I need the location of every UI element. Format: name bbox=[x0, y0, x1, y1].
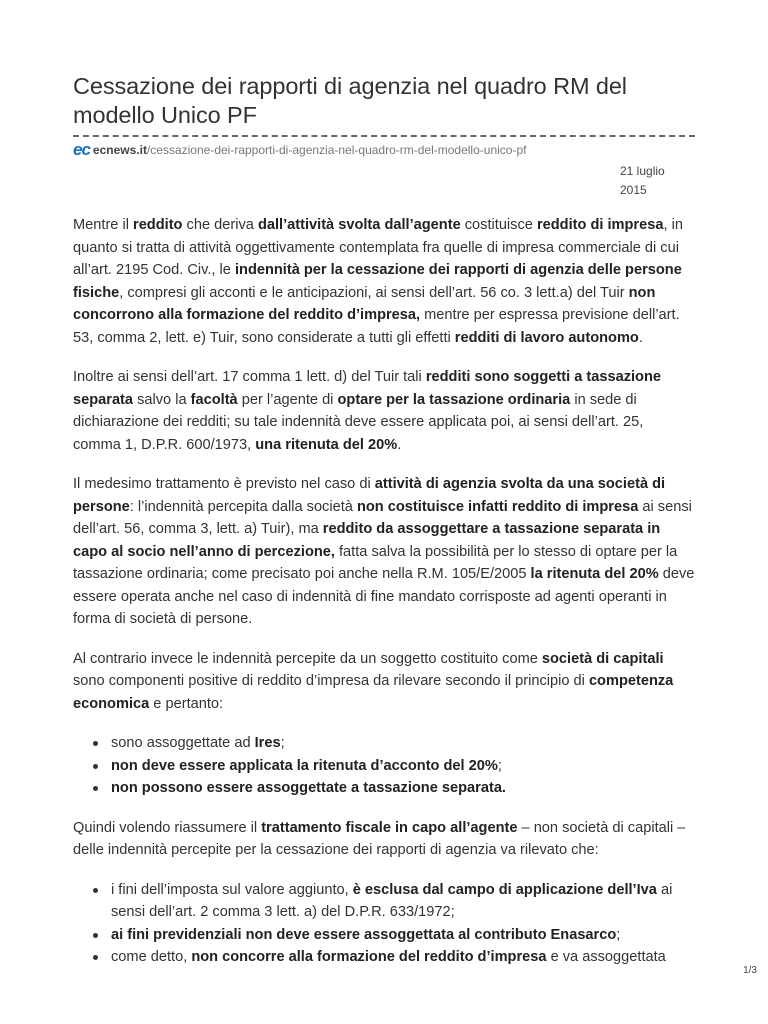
title-divider bbox=[73, 135, 695, 137]
date-year: 2015 bbox=[620, 183, 647, 197]
text-run: per l’agente di bbox=[237, 391, 338, 408]
bold-text: non possono essere assoggettate a tassazione separata. bbox=[111, 780, 506, 796]
paragraph-1 bbox=[73, 214, 695, 349]
text-run: che deriva bbox=[182, 217, 258, 233]
text-run: ; bbox=[616, 926, 621, 943]
page-number: 1/3 bbox=[743, 965, 757, 976]
bold-text: indennità per la cessazione dei rapporti di agenzia delle persone fisiche bbox=[73, 262, 682, 301]
text-run: e pertanto: bbox=[149, 695, 224, 712]
publication-date bbox=[620, 162, 700, 200]
paragraph-5 bbox=[73, 817, 695, 862]
bold-text: trattamento fiscale in capo all’agente bbox=[261, 819, 518, 836]
text-run: mentre per espressa previsione dell’art. 53, comma 2, lett. e) Tuir, sono considerate a tutti gli effetti bbox=[73, 307, 680, 346]
text-run: come detto, bbox=[111, 949, 192, 965]
capital-company-list bbox=[73, 732, 695, 800]
bold-text: reddito di impresa bbox=[536, 217, 664, 233]
text-run: sono componenti positive di reddito d’impresa da rilevare secondo il principio di bbox=[73, 673, 589, 689]
bold-text: ai fini previdenziali non deve essere assoggettata al contributo Enasarco bbox=[111, 926, 617, 943]
paragraph-3 bbox=[73, 473, 695, 631]
bold-text: una ritenuta del 20% bbox=[255, 436, 398, 453]
bold-text: società di capitali bbox=[541, 650, 664, 667]
source-domain: ecnews.it bbox=[92, 143, 147, 157]
text-run: ai sensi dell’art. 56, comma 3, lett. a) Tuir), ma bbox=[73, 498, 692, 537]
text-run: i fini dell’imposta sul valore aggiunto, bbox=[111, 881, 353, 898]
text-run: deve essere operata anche nel caso di indennità di fine mandato corrisposte ad agenti operanti in forma di società di persone. bbox=[73, 566, 695, 627]
text-run: Al contrario invece le indennità percepite da un soggetto costituito come bbox=[73, 650, 542, 667]
text-run: costituisce bbox=[460, 217, 537, 233]
bold-text: non concorrono alla formazione del reddito d’impresa, bbox=[73, 284, 656, 323]
bold-text: dall’attività svolta dall’agente bbox=[257, 217, 461, 233]
list-item bbox=[111, 924, 695, 947]
text-run: . bbox=[638, 329, 643, 346]
article bbox=[73, 72, 695, 965]
bold-text: non costituisce infatti reddito di impresa bbox=[356, 498, 639, 515]
bold-text: attività di agenzia svolta da una società di persone bbox=[73, 476, 666, 515]
bold-text: la ritenuta del 20% bbox=[530, 566, 659, 582]
list-item bbox=[111, 777, 695, 800]
text-run: – non società di capitali – delle indennità percepite per la cessazione dei rapporti di agenzia va rilevato che: bbox=[73, 819, 686, 858]
text-run: . bbox=[397, 436, 402, 453]
text-run: Il medesimo trattamento è previsto nel caso di bbox=[73, 476, 375, 492]
text-run: fatta salva la possibilità per lo stesso di optare per la tassazione ordinaria; come precisato poi anche nella R.M. 105/E/2005 bbox=[73, 543, 678, 582]
text-run: ; bbox=[280, 735, 285, 751]
bold-text: è esclusa dal campo di applicazione dell’Iva bbox=[352, 881, 657, 898]
bold-text: reddito bbox=[133, 217, 183, 233]
bold-text: Ires bbox=[254, 735, 281, 751]
ecnews-logo-icon: ec bbox=[73, 140, 90, 159]
text-run: Quindi volendo riassumere il bbox=[73, 819, 262, 836]
list-item bbox=[111, 732, 695, 755]
bold-text: reddito da assoggettare a tassazione separata in capo al socio nell’anno di percezione, bbox=[73, 521, 661, 560]
bold-text: non concorre alla formazione del reddito d’impresa bbox=[191, 949, 547, 965]
text-run: : l’indennità percepita dalla società bbox=[129, 498, 357, 515]
text-run: sono assoggettate ad bbox=[111, 735, 255, 751]
text-run: Inoltre ai sensi dell’art. 17 comma 1 lett. d) del Tuir tali bbox=[73, 369, 426, 385]
list-item bbox=[111, 755, 695, 778]
source-path: /cessazione-dei-rapporti-di-agenzia-nel-quadro-rm-del-modello-unico-pf bbox=[146, 143, 527, 157]
text-run: in sede di dichiarazione dei redditi; su tale indennità deve essere applicata poi, ai sensi dell’art. 25, comma 1, D.P.R. 600/1973, bbox=[73, 391, 644, 453]
text-run: , in quanto si tratta di attività oggettivamente contemplata fra quelle di impresa commerciale di cui all’art. 2195 Cod. Civ., le bbox=[73, 217, 683, 278]
text-run: salvo la bbox=[133, 391, 191, 408]
text-run: , compresi gli acconti e le anticipazioni, ai sensi dell’art. 56 co. 3 lett.a) del Tuir bbox=[119, 284, 629, 301]
list-item bbox=[111, 946, 695, 969]
text-run: e va assoggettata bbox=[546, 949, 666, 965]
bold-text: facoltà bbox=[190, 391, 238, 408]
bold-text: redditi sono soggetti a tassazione separata bbox=[73, 369, 662, 408]
paragraph-4 bbox=[73, 648, 695, 716]
page-title: Cessazione dei rapporti di agenzia nel quadro RM del modello Unico PF bbox=[73, 73, 627, 128]
article-body bbox=[73, 214, 695, 986]
text-run: Mentre il bbox=[73, 217, 134, 233]
list-item bbox=[111, 879, 695, 924]
date-day-month: 21 luglio bbox=[620, 164, 665, 178]
agent-treatment-list bbox=[73, 879, 695, 969]
paragraph-2 bbox=[73, 366, 695, 456]
source-line bbox=[73, 142, 695, 158]
bold-text: redditi di lavoro autonomo bbox=[454, 329, 639, 346]
text-run: ai sensi dell’art. 2 comma 3 lett. a) del D.P.R. 633/1972; bbox=[111, 881, 673, 920]
bold-text: optare per la tassazione ordinaria bbox=[337, 391, 571, 408]
source-link[interactable] bbox=[93, 143, 527, 157]
bold-text: competenza economica bbox=[73, 673, 674, 712]
text-run: ; bbox=[497, 757, 502, 774]
bold-text: non deve essere applicata la ritenuta d’acconto del 20% bbox=[111, 757, 498, 774]
